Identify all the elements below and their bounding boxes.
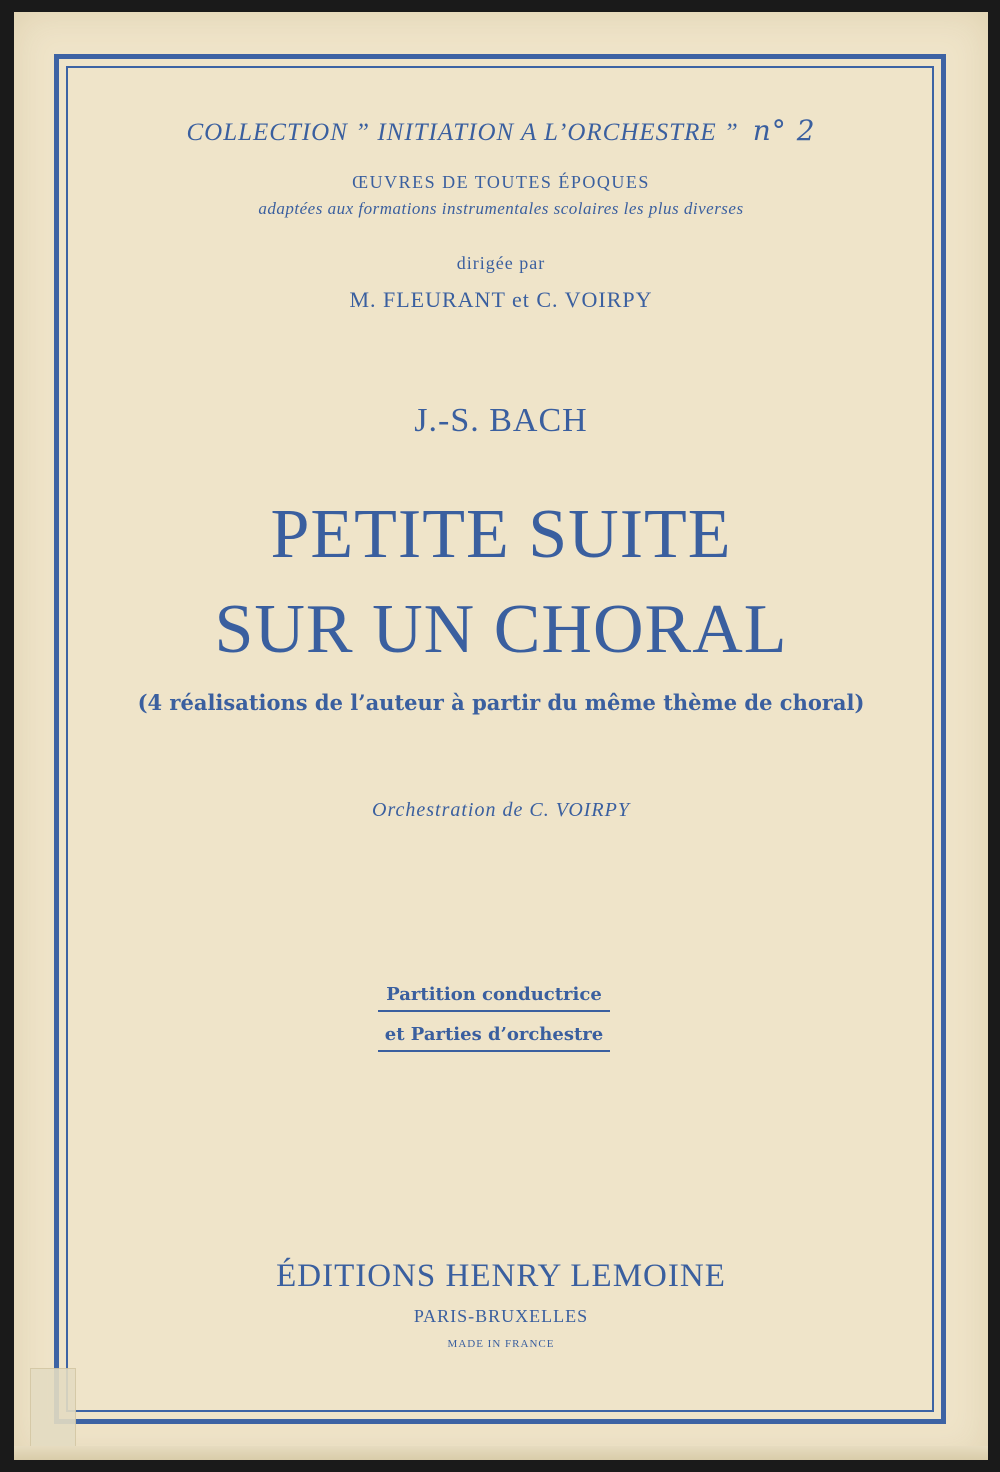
faded-sticker-label	[30, 1368, 76, 1450]
oeuvres-line: ŒUVRES DE TOUTES ÉPOQUES	[352, 172, 650, 192]
composer-name: J.-S. BACH	[414, 402, 588, 439]
directors-names: M. FLEURANT et C. VOIRPY	[349, 287, 653, 312]
title-line-2: SUR UN CHORAL	[214, 591, 788, 668]
made-in-france: MADE IN FRANCE	[447, 1338, 555, 1350]
publisher-city: PARIS-BRUXELLES	[413, 1306, 589, 1326]
orchestration-credit: Orchestration de C. VOIRPY	[372, 799, 630, 821]
parties-orchestre-label: et Parties d’orchestre	[378, 1024, 610, 1052]
subtitle: (4 réalisations de l’auteur à partir du même thème de choral)	[137, 690, 865, 715]
adaptees-line: adaptées aux formations instrumentales scolaires les plus diverses	[258, 199, 744, 218]
partition-conductrice-label: Partition conductrice	[378, 984, 610, 1012]
handwritten-collection-number: n° 2	[752, 114, 816, 147]
dirigee-par-line: dirigée par	[456, 253, 546, 273]
title-line-1: PETITE SUITE	[270, 496, 732, 573]
publisher-name: ÉDITIONS HENRY LEMOINE	[276, 1258, 726, 1294]
collection-label: COLLECTION ” INITIATION A L’ORCHESTRE ”	[186, 119, 739, 146]
page-bottom-edge	[14, 1446, 988, 1460]
collection-heading	[14, 114, 988, 147]
score-cover	[14, 12, 988, 1460]
